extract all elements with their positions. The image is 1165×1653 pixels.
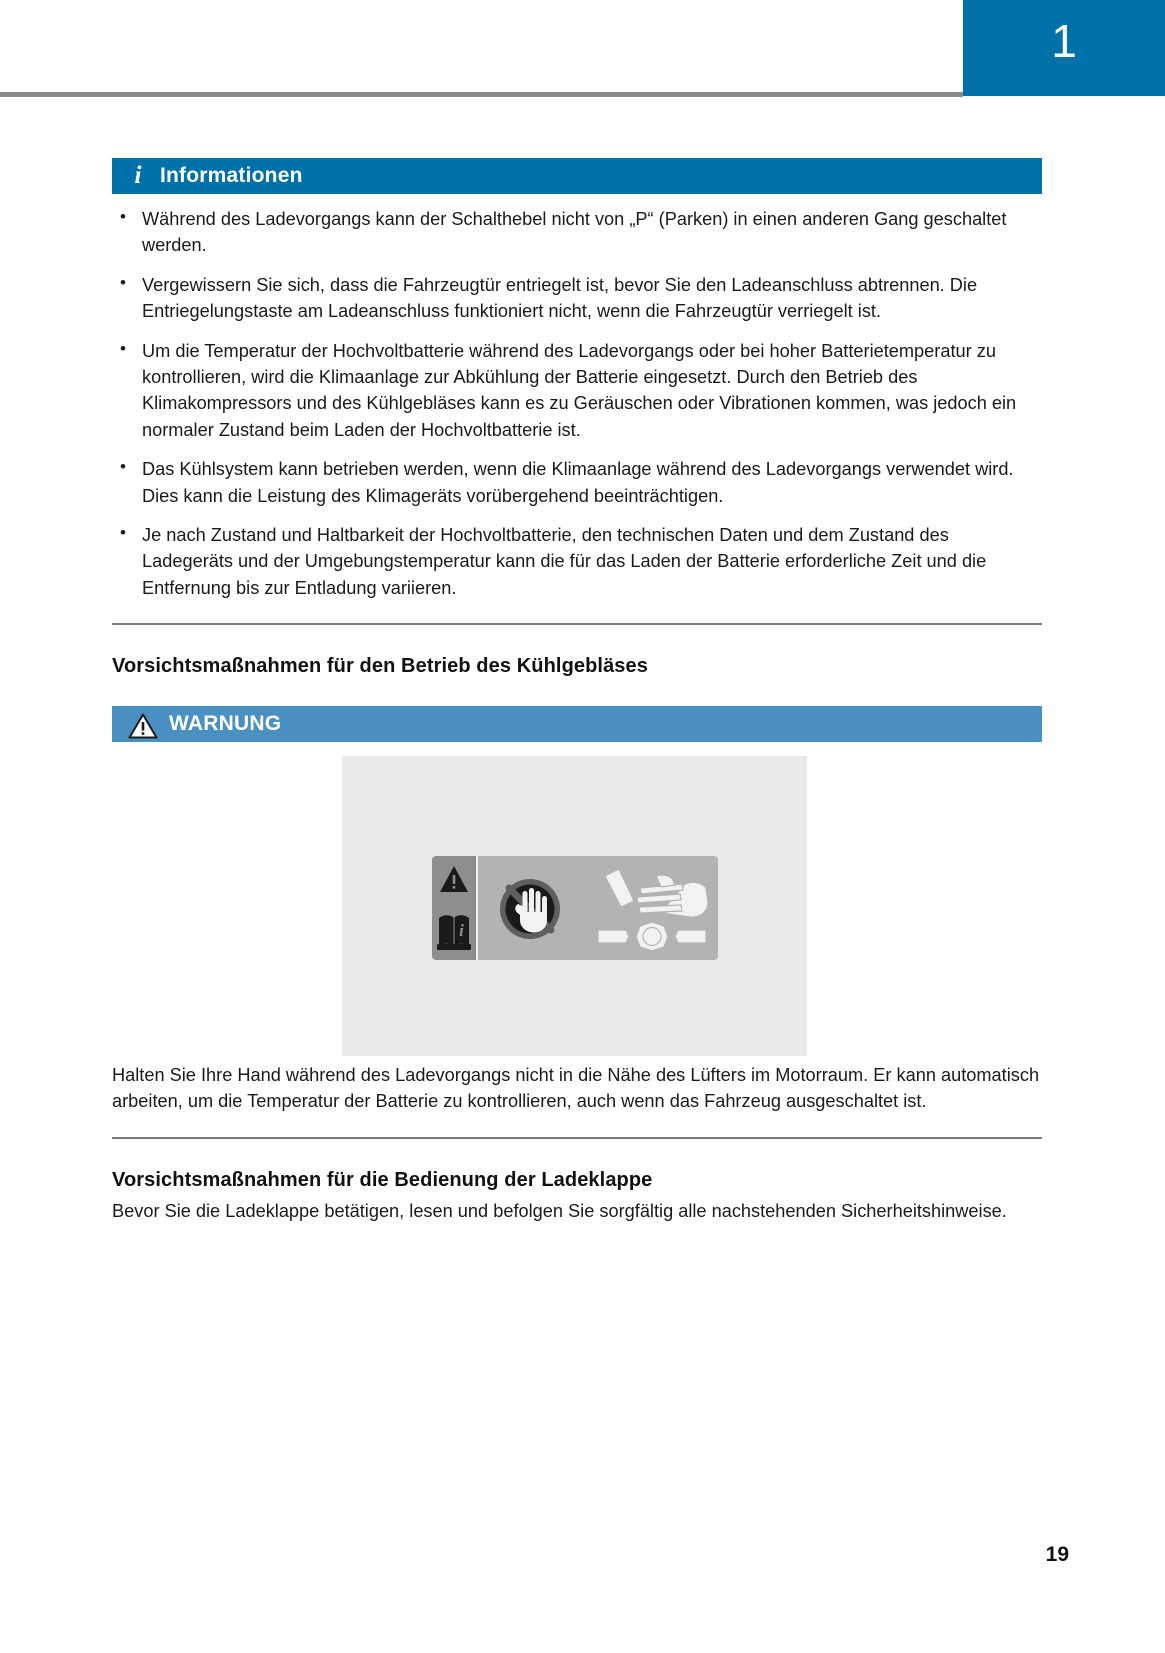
info-i-icon: i — [134, 161, 142, 189]
section-heading-cooling-fan: Vorsichtsmaßnahmen für den Betrieb des Kühlgebläses — [112, 655, 648, 678]
informationen-bullet-list — [112, 194, 1042, 601]
page-content — [112, 0, 1042, 1224]
list-item: • Während des Ladevorgangs kann der Schalthebel nicht von „P“ (Parken) in einen anderen Gang geschaltet werden. — [112, 206, 1042, 259]
svg-text:i: i — [459, 921, 464, 941]
warnung-banner-title: WARNUNG — [169, 712, 282, 736]
informationen-banner-title: Informationen — [160, 164, 303, 187]
list-item: • Vergewissern Sie sich, dass die Fahrzeugtür entriegelt ist, bevor Sie den Ladeanschluss abtrennen. Die Entriegelungstaste am Ladeanschluss funktioniert nicht, wenn die Fahrzeugtür verriegelt ist. — [112, 272, 1042, 325]
section-heading-charging-flap: Vorsichtsmaßnahmen für die Bedienung der Ladeklappe — [112, 1168, 653, 1191]
no-hand-prohibition-icon — [500, 879, 560, 939]
warnung-banner — [112, 706, 1042, 742]
warning-triangle-icon — [128, 713, 158, 739]
warning-label-graphic — [430, 854, 720, 962]
charging-flap-body-text: Bevor Sie die Ladeklappe betätigen, lesen und befolgen Sie sorgfältig alle nachstehenden Sicherheitshinweise. — [112, 1200, 1007, 1221]
list-item: • Je nach Zustand und Haltbarkeit der Hochvoltbatterie, den technischen Daten und dem Zustand des Ladegeräts und der Umgebungstemperatur kann die für das Laden der Batterie erforderliche Zeit und die Entfernung bis zur Entladung variieren. — [112, 522, 1042, 601]
list-item: • Das Kühlsystem kann betrieben werden, wenn die Klimaanlage während des Ladevorgangs verwendet wird. Dies kann die Leistung des Klimageräts vorübergehend beeinträchtigen. — [112, 456, 1042, 509]
label-panel-divider — [476, 856, 478, 960]
list-item: • Um die Temperatur der Hochvoltbatterie während des Ladevorgangs oder bei hoher Batterietemperatur zu kontrollieren, wird die Klimaanlage zur Abkühlung der Batterie eingesetzt. Durch den Betrieb des Klimakompressors und des Kühlgebläses kann es zu Geräuschen oder Vibrationen kommen, was jedoch ein normaler Zustand beim Laden der Hochvoltbatterie ist. — [112, 338, 1042, 444]
chapter-number: 1 — [1051, 15, 1077, 67]
section-divider-rule-2 — [112, 1137, 1042, 1139]
page-number: 19 — [1045, 1543, 1069, 1566]
warning-label-figure — [112, 756, 1042, 1056]
warning-caption-text: Halten Sie Ihre Hand während des Ladevorgangs nicht in die Nähe des Lüfters im Motorraum. Er kann automatisch arbeiten, um die Temperatur der Batterie zu kontrollieren, auch wenn das Fahrzeug ausgeschaltet ist. — [112, 1065, 1040, 1112]
informationen-banner — [112, 158, 1042, 194]
section-divider-rule-1 — [112, 623, 1042, 625]
